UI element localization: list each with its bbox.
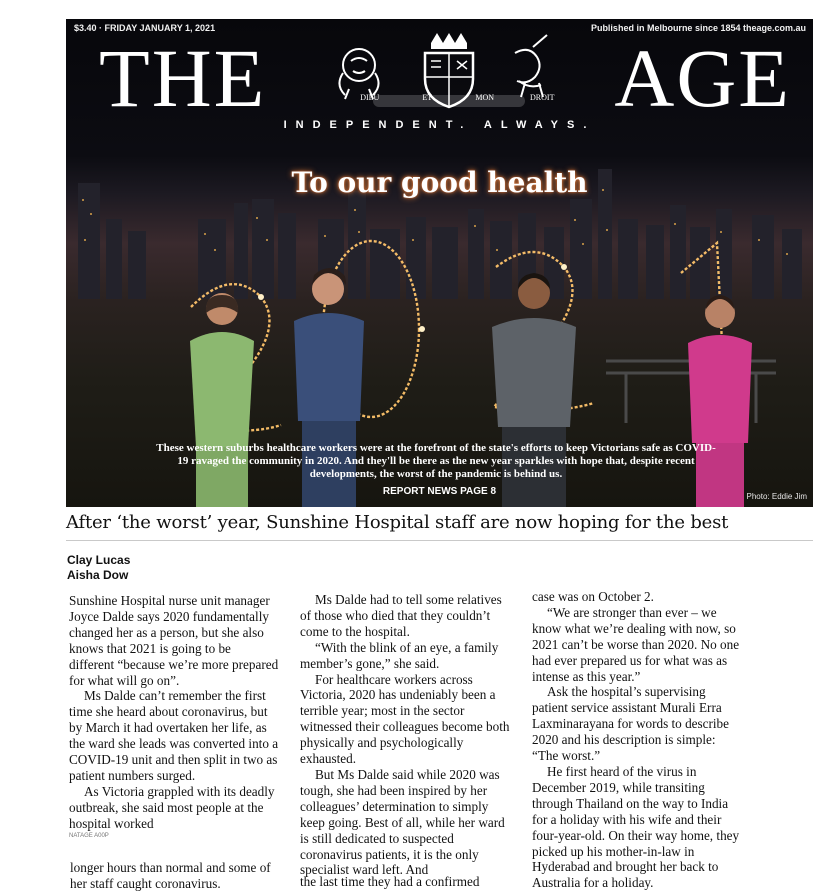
paragraph: Ms Dalde had to tell some relatives of those who died that they couldn’t come to the hospital.: [300, 592, 502, 639]
motto-word: DIEU: [360, 92, 380, 102]
photo-credit: Photo: Eddie Jim: [746, 492, 807, 501]
paragraph: He first heard of the virus in December 2019, while transiting through Thailand on the way to India for a holiday with his wife and their four-year-old. On their way home, they picked up his mother-in-law in Hyderabad and brought her back to Australia for a holiday.: [532, 763, 740, 891]
article-column-2: [300, 592, 510, 878]
paragraph: Ms Dalde can’t remember the first time she heard about coronavirus, but by March it had overtaken her life, as the ward she leads was converted into a COVID-19 unit and then split in two as patient numbers surged.: [69, 688, 279, 783]
article-column-1: [69, 593, 279, 832]
edition-mark: NATAGE A00P: [69, 833, 109, 839]
paragraph: “We are stronger than ever – we know what we’re dealing with now, so 2021 can’t be worse than 2020. No one had ever prepared us for what was as intense as this year.”: [532, 604, 740, 684]
byline-author: Clay Lucas: [67, 553, 131, 567]
front-headline: To our good health: [291, 166, 588, 199]
motto-word: ET: [422, 92, 433, 102]
paragraph: case was on October 2.: [532, 589, 654, 604]
paragraph: Ask the hospital’s supervising patient service assistant Murali Erra Laxminarayana for words to describe 2020 and his description is simple: “The worst.”: [532, 684, 730, 764]
report-reference: REPORT NEWS PAGE 8: [382, 486, 497, 497]
byline-author: Aisha Dow: [67, 568, 129, 582]
motto-word: MON: [475, 92, 495, 102]
paragraph: As Victoria grappled with its deadly outbreak, she said most people at the hospital worked: [69, 783, 275, 831]
motto-word: DROIT: [530, 92, 555, 102]
column-2-continuation: the last time they had a confirmed: [300, 874, 480, 889]
publisher-line: Published in Melbourne since 1854 theage.com.au: [590, 23, 806, 33]
royal-crest-icon: [319, 33, 579, 115]
masthead-title-left: THE: [99, 32, 267, 124]
article-deck: After ‘the worst’ year, Sunshine Hospital staff are now hoping for the best: [66, 512, 729, 533]
article-column-3: [532, 589, 742, 891]
column-1-continuation: longer hours than normal and some of her staff caught coronavirus.: [70, 860, 271, 891]
paragraph: But Ms Dalde said while 2020 was tough, she had been inspired by her colleagues’ determination to simply keep going. Best of all, while her ward is still dedicated to suspected coronavirus patients, it is the only specialist ward left. And: [300, 766, 505, 878]
price-date: $3.40 · FRIDAY JANUARY 1, 2021: [74, 23, 216, 33]
masthead-tagline: INDEPENDENT. ALWAYS.: [283, 119, 596, 131]
divider: [66, 540, 813, 541]
masthead-title-right: AGE: [614, 32, 791, 124]
paragraph: “With the blink of an eye, a family member’s gone,” she said.: [300, 639, 499, 671]
front-page-photo-panel: [66, 19, 813, 507]
photo-caption: These western suburbs healthcare workers were at the forefront of the state's efforts to keep Victorians safe as COVID-19 ravaged the community in 2020. And they'll be there as the new year sparkles with hope that, despite recent developments, the worst of the pandemic is behind us.: [156, 442, 716, 480]
paragraph: Sunshine Hospital nurse unit manager Joyce Dalde says 2020 fundamentally changed her as a person, but she also knows that 2021 is going to be different “because we’re more prepared for what will go on”.: [69, 593, 279, 688]
paragraph: For healthcare workers across Victoria, 2020 has undeniably been a terrible year; most in the sector witnessed their colleagues become both physically and psychologically exhausted.: [300, 671, 510, 767]
